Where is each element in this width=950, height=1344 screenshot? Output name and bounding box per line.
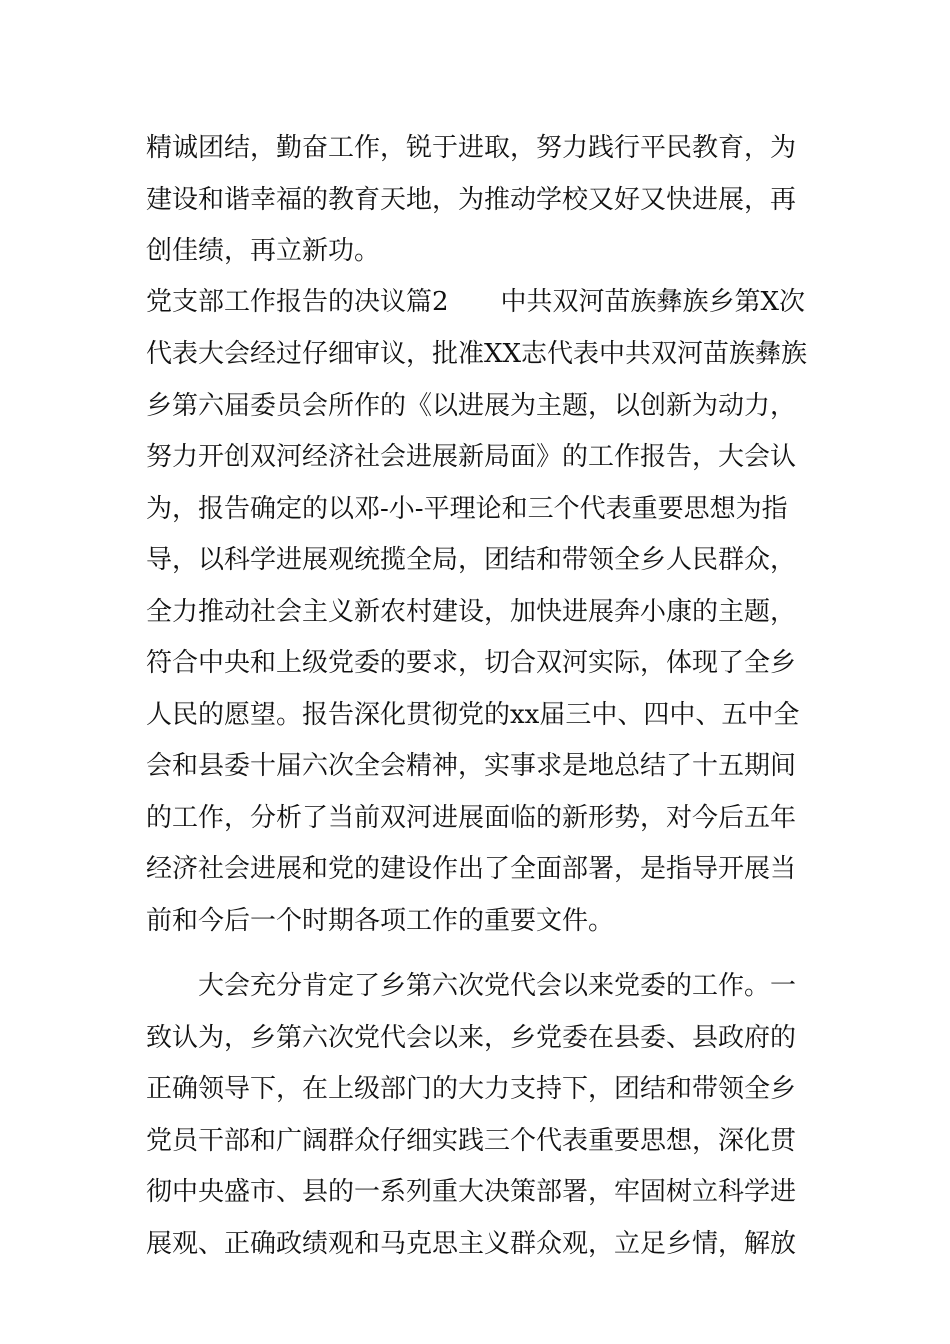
text-line: 符合中央和上级党委的要求，切合双河实际，体现了全乡: [146, 648, 797, 678]
text-line: 建设和谐幸福的教育天地，为推动学校又好又快进展，再: [146, 185, 797, 215]
text-line: 精诚团结，勤奋工作，锐于进取，努力践行平民教育，为: [146, 133, 797, 163]
text-line: 经济社会进展和党的建设作出了全面部署，是指导开展当: [146, 854, 797, 884]
text-line: 创佳绩，再立新功。: [146, 236, 381, 266]
text-line: 展观、正确政绩观和马克思主义群众观，立足乡情，解放: [146, 1229, 797, 1259]
text-line: 导，以科学进展观统揽全局，团结和带领全乡人民群众，: [146, 545, 797, 575]
text-line: 代表大会经过仔细审议，批准XX志代表中共双河苗族彝族: [146, 339, 808, 369]
text-line: 的工作，分析了当前双河进展面临的新形势，对今后五年: [146, 803, 797, 833]
text-line: 前和今后一个时期各项工作的重要文件。: [146, 906, 615, 936]
text-line: 为，报告确定的以邓-小-平理论和三个代表重要思想为指: [146, 494, 788, 524]
text-line: 全力推动社会主义新农村建设，加快进展奔小康的主题，: [146, 597, 797, 627]
text-line: 致认为，乡第六次党代会以来，乡党委在县委、县政府的: [146, 1023, 797, 1053]
section-heading-line: 党支部工作报告的决议篇2 中共双河苗族彝族乡第X次: [146, 287, 806, 317]
text-line: 会和县委十届六次全会精神，实事求是地总结了十五期间: [146, 751, 797, 781]
paragraph-first-line: 大会充分肯定了乡第六次党代会以来党委的工作。一: [198, 971, 797, 1001]
text-line: 彻中央盛市、县的一系列重大决策部署，牢固树立科学进: [146, 1177, 797, 1207]
text-line: 党员干部和广阔群众仔细实践三个代表重要思想，深化贯: [146, 1126, 797, 1156]
text-line: 乡第六届委员会所作的《以进展为主题，以创新为动力，: [146, 391, 797, 421]
text-line: 人民的愿望。报告深化贯彻党的xx届三中、四中、五中全: [146, 700, 800, 730]
text-line: 正确领导下，在上级部门的大力支持下，团结和带领全乡: [146, 1074, 797, 1104]
text-line: 努力开创双河经济社会进展新局面》的工作报告，大会认: [146, 442, 797, 472]
